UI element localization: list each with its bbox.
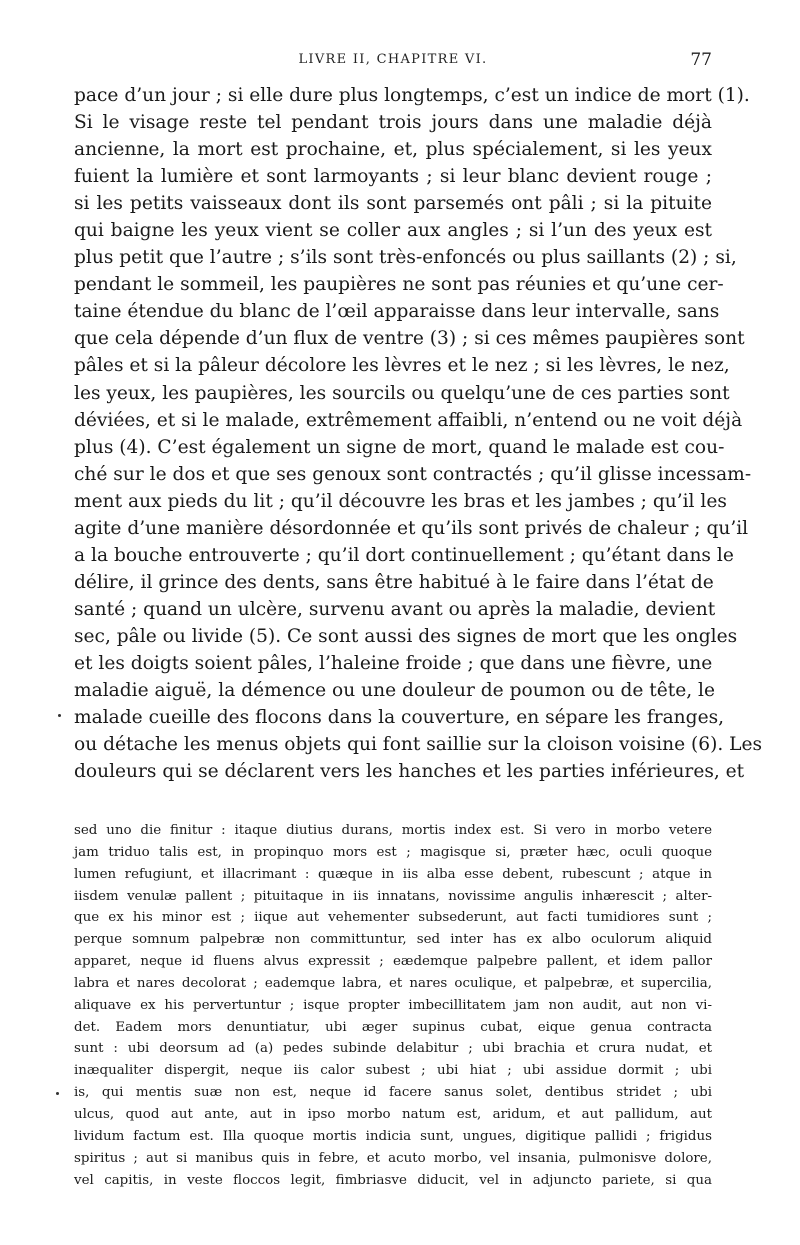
main-text-line: pendant le sommeil, les paupières ne sont pas réunies et qu’une cer- <box>74 274 724 296</box>
main-text-line: délire, il grince des dents, sans être habitué à le faire dans l’état de <box>74 571 714 593</box>
latin-text-line: perque somnum palpebræ non committuntur, sed inter has ex albo oculorum aliquid <box>74 932 712 948</box>
latin-text-line: ulcus, quod aut ante, aut in ipso morbo natum est, aridum, et aut pallidum, aut <box>74 1106 712 1122</box>
latin-text-line: apparet, neque id fluens alvus expressit ; eædemque palpebre pallent, et idem pallor <box>74 954 712 970</box>
latin-text-line: is, qui mentis suæ non est, neque id facere sanus solet, dentibus stridet ; ubi <box>74 1085 712 1101</box>
main-text-line: plus (4). C’est également un signe de mort, quand le malade est cou- <box>74 436 725 458</box>
page-header <box>74 50 712 72</box>
latin-text-line: labra et nares decolorat ; eademque labra, et nares oculique, et palpebræ, et supercilia, <box>74 975 712 991</box>
main-text-line: taine étendue du blanc de l’œil apparaisse dans leur intervalle, sans <box>74 301 720 323</box>
main-text-line: maladie aiguë, la démence ou une douleur de poumon ou de tête, le <box>74 680 715 702</box>
latin-text-line: que ex his minor est ; iique aut vehementer subsederunt, aut facti tumidiores sunt ; <box>74 910 712 926</box>
main-text-line: qui baigne les yeux vient se coller aux angles ; si l’un des yeux est <box>74 220 712 242</box>
main-text-line: ment aux pieds du lit ; qu’il découvre les bras et les jambes ; qu’il les <box>74 490 727 512</box>
latin-text-line: lividum factum est. Illa quoque mortis indicia sunt, ungues, digitique pallidi ; frigidus <box>74 1128 712 1144</box>
latin-text-line: inæqualiter dispergit, neque iis calor subest ; ubi hiat ; ubi assidue dormit ; ubi <box>74 1063 712 1079</box>
main-text-line: sec, pâle ou livide (5). Ce sont aussi des signes de mort que les ongles <box>74 625 738 647</box>
main-text-line: malade cueille des flocons dans la couverture, en sépare les franges, <box>74 707 725 729</box>
main-text-line: Si le visage reste tel pendant trois jours dans une maladie déjà <box>74 112 712 134</box>
main-text-line: a la bouche entrouverte ; qu’il dort continuellement ; qu’étant dans le <box>74 544 734 566</box>
main-text-line: fuient la lumière et sont larmoyants ; si leur blanc devient rouge ; <box>74 166 712 188</box>
main-text-line: santé ; quand un ulcère, survenu avant ou après la maladie, devient <box>74 598 716 620</box>
main-text-line: les yeux, les paupières, les sourcils ou quelqu’une de ces parties sont <box>74 382 730 404</box>
main-text-line: pâles et si la pâleur décolore les lèvres et le nez ; si les lèvres, le nez, <box>74 355 730 377</box>
main-text-line: pace d’un jour ; si elle dure plus longtemps, c’est un indice de mort (1). <box>74 85 750 106</box>
french-translation-text <box>74 82 763 785</box>
latin-original-text <box>74 820 712 1191</box>
latin-text-line: det. Eadem mors denuntiatur, ubi æger supinus cubat, eique genua contracta <box>74 1019 712 1035</box>
latin-text-line: sunt : ubi deorsum ad (a) pedes subinde delabitur ; ubi brachia et crura nudat, et <box>74 1041 712 1057</box>
main-text-line: déviées, et si le malade, extrêmement affaibli, n’entend ou ne voit déjà <box>74 409 743 431</box>
main-text-line: ancienne, la mort est prochaine, et, plus spécialement, si les yeux <box>74 139 712 161</box>
page-number: 77 <box>690 50 712 70</box>
margin-speck <box>56 1092 59 1095</box>
latin-text-line: lumen refugiunt, et illacrimant : quæque in iis alba esse debent, rubescunt ; atque in <box>74 866 712 882</box>
main-text-line: que cela dépende d’un flux de ventre (3) ; si ces mêmes paupières sont <box>74 328 745 350</box>
latin-text-line: jam triduo talis est, in propinquo mors est ; magisque si, præter hæc, oculi quoque <box>74 844 712 860</box>
running-head: LIVRE II, CHAPITRE VI. <box>298 52 488 67</box>
latin-text-line: iisdem venulæ pallent ; pituitaque in iis innatans, novissime angulis inhærescit ; alter- <box>74 888 712 904</box>
main-text-line: agite d’une manière désordonnée et qu’ils sont privés de chaleur ; qu’il <box>74 517 749 539</box>
main-text-line: et les doigts soient pâles, l’haleine froide ; que dans une fièvre, une <box>74 652 713 674</box>
main-text-line: si les petits vaisseaux dont ils sont parsemés ont pâli ; si la pituite <box>74 193 712 215</box>
latin-text-line: sed uno die finitur : itaque diutius durans, mortis index est. Si vero in morbo vetere <box>74 823 712 838</box>
main-text-line: plus petit que l’autre ; s’ils sont très-enfoncés ou plus saillants (2) ; si, <box>74 247 737 269</box>
latin-text-line: vel capitis, in veste floccos legit, fimbriasve diducit, vel in adjuncto pariete, si qua <box>74 1172 712 1188</box>
main-text-line: ou détache les menus objets qui font saillie sur la cloison voisine (6). Les <box>74 734 763 756</box>
main-text-line: ché sur le dos et que ses genoux sont contractés ; qu’il glisse incessam- <box>74 463 752 485</box>
latin-text-line: spiritus ; aut si manibus quis in febre, et acuto morbo, vel insania, pulmonisve dolore, <box>74 1150 712 1166</box>
margin-speck <box>58 714 61 717</box>
main-text-line: douleurs qui se déclarent vers les hanches et les parties inférieures, et <box>74 761 745 783</box>
latin-text-line: aliquave ex his pervertuntur ; isque propter imbecillitatem jam non audit, aut non vi- <box>74 997 712 1013</box>
